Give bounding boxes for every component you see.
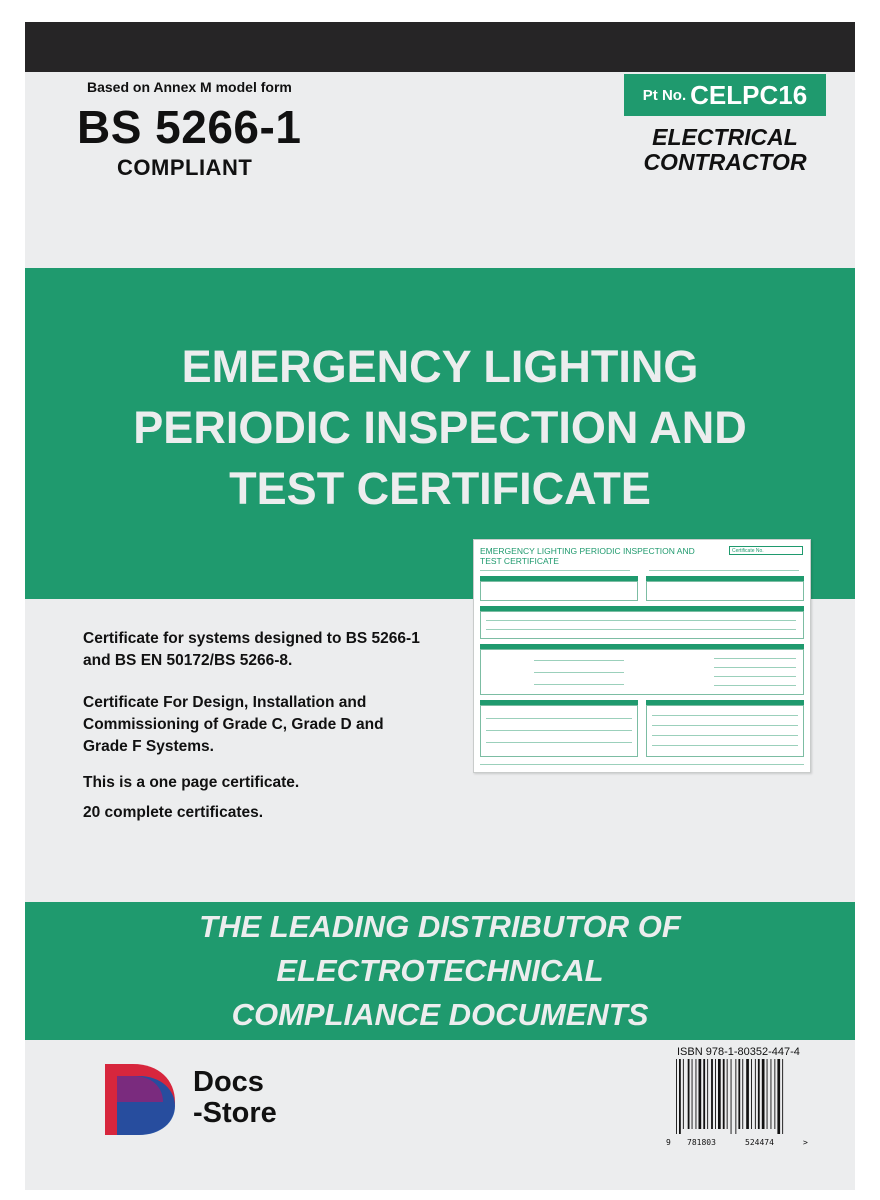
- preview-section: [480, 581, 638, 601]
- description-line: Commissioning of Grade C, Grade D and: [83, 716, 384, 733]
- part-number-code: CELPC16: [690, 79, 808, 110]
- isbn-label: ISBN 978-1-80352-447-4: [677, 1046, 800, 1058]
- preview-rule: [714, 667, 796, 668]
- preview-rule: [486, 730, 632, 731]
- preview-rule: [714, 685, 796, 686]
- slogan-line-1: THE LEADING DISTRIBUTOR OF: [199, 909, 681, 944]
- description-line: Certificate for systems designed to BS 5266-1: [83, 630, 420, 647]
- slogan-line-2: ELECTROTECHNICAL: [276, 953, 604, 988]
- part-number-badge: [624, 74, 826, 116]
- preview-rule: [486, 629, 796, 630]
- description-count: 20 complete certificates.: [83, 804, 264, 821]
- certificate-pad-cover: [25, 22, 855, 1190]
- preview-cert-number: Certificate No.: [729, 546, 803, 555]
- description-line: Grade F Systems.: [83, 738, 214, 755]
- description-line: and BS EN 50172/BS 5266-8.: [83, 652, 293, 669]
- barcode-marker: >: [803, 1138, 808, 1147]
- description-one-page: This is a one page certificate.: [83, 774, 300, 791]
- annex-note: Based on Annex M model form: [87, 79, 292, 95]
- description-systems: [83, 628, 420, 672]
- preview-section: [646, 581, 804, 601]
- preview-rule: [714, 676, 796, 677]
- preview-rule: [480, 764, 804, 765]
- preview-section: [480, 649, 804, 695]
- compliant-label: COMPLIANT: [117, 155, 253, 180]
- barcode-group-2: 524474: [745, 1138, 774, 1147]
- preview-rule: [480, 570, 630, 571]
- barcode-icon: [675, 1059, 799, 1134]
- part-number-prefix: Pt No.: [642, 86, 687, 104]
- trade-line-1: ELECTRICAL: [652, 124, 798, 150]
- preview-section: [480, 611, 804, 639]
- brand-line-1: Docs: [193, 1066, 264, 1098]
- title-line-1: EMERGENCY LIGHTING: [181, 341, 699, 392]
- brand-name: [193, 1067, 277, 1129]
- preview-rule: [486, 718, 632, 719]
- brand-line-2: -Store: [193, 1097, 277, 1129]
- preview-rule: [486, 620, 796, 621]
- trade-label: [625, 125, 825, 175]
- title-line-2: PERIODIC INSPECTION AND: [133, 402, 747, 453]
- preview-title: EMERGENCY LIGHTING PERIODIC INSPECTION AND TEST CERTIFICATE: [480, 546, 695, 566]
- slogan-line-3: COMPLIANCE DOCUMENTS: [231, 997, 649, 1032]
- title-line-3: TEST CERTIFICATE: [229, 463, 651, 514]
- preview-section: [480, 705, 638, 757]
- description-grades: [83, 692, 384, 758]
- slogan: [25, 905, 855, 1037]
- preview-rule: [652, 725, 798, 726]
- standard-title: BS 5266-1: [77, 101, 302, 153]
- preview-rule: [534, 684, 624, 685]
- certificate-preview-image: [473, 539, 811, 773]
- main-title: [25, 336, 855, 519]
- preview-rule: [534, 672, 624, 673]
- description-line: Certificate For Design, Installation and: [83, 694, 367, 711]
- preview-rule: [534, 660, 624, 661]
- preview-rule: [486, 742, 632, 743]
- preview-rule: [714, 658, 796, 659]
- barcode-group-1: 781803: [687, 1138, 716, 1147]
- preview-rule: [652, 735, 798, 736]
- preview-rule: [652, 715, 798, 716]
- docs-store-logo-icon: [103, 1062, 178, 1137]
- preview-rule: [649, 570, 799, 571]
- barcode-lead-digit: 9: [666, 1138, 671, 1147]
- preview-section: [646, 705, 804, 757]
- trade-line-2: CONTRACTOR: [643, 149, 807, 175]
- preview-rule: [652, 745, 798, 746]
- binding-strip: [25, 22, 855, 72]
